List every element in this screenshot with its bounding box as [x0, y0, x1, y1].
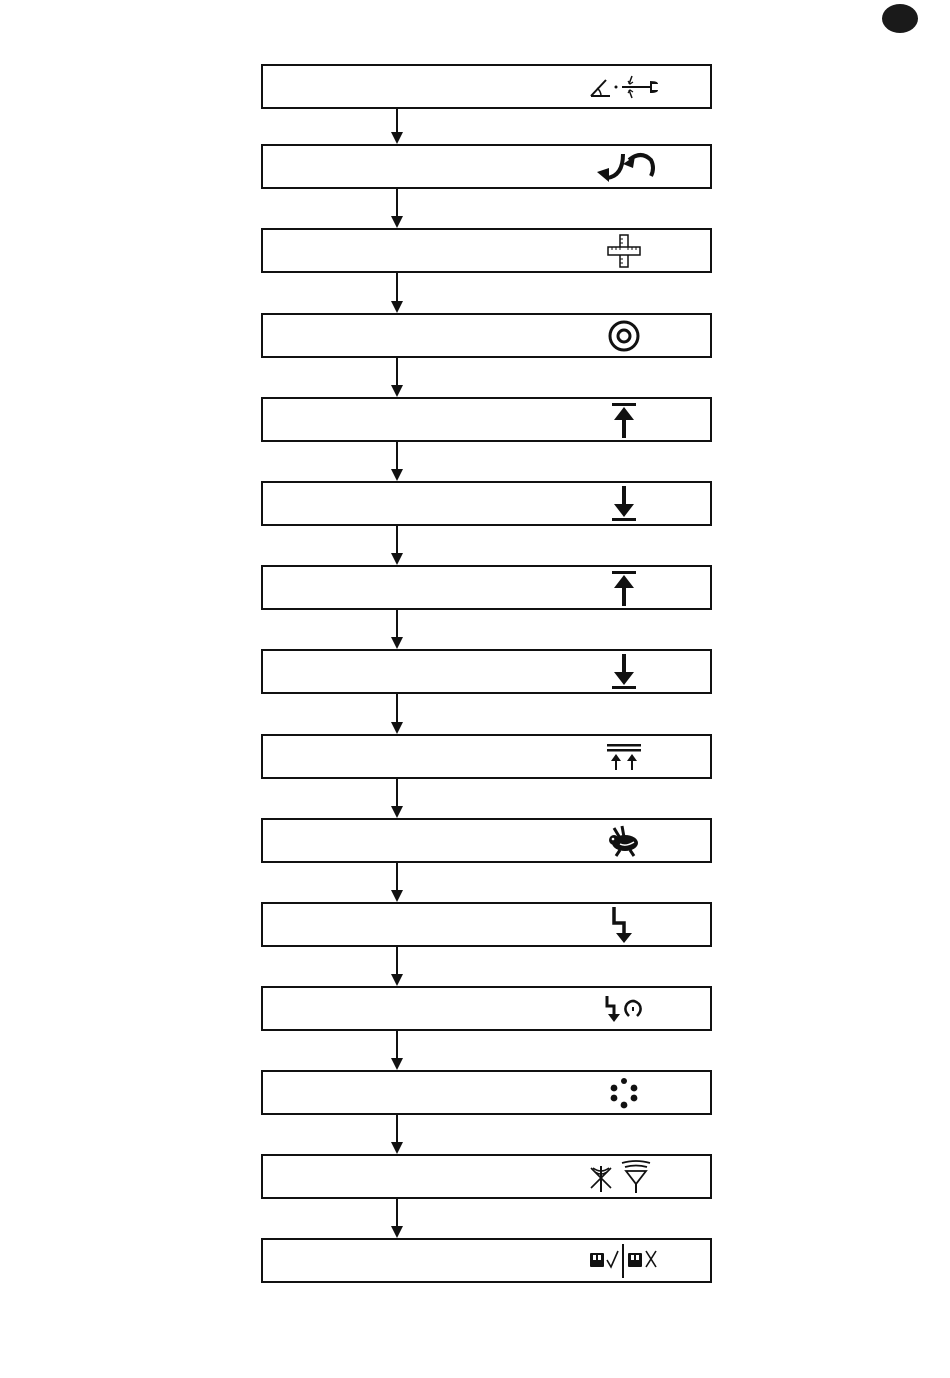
flow-step-box: [261, 1154, 712, 1199]
flow-arrow: [390, 694, 404, 734]
flow-arrow: [390, 947, 404, 986]
flow-arrow: [390, 1199, 404, 1238]
flow-step-box: [261, 481, 712, 526]
flow-arrow: [390, 779, 404, 818]
flow-arrow: [390, 526, 404, 565]
flow-step-box: [261, 397, 712, 442]
arrow-down-to-bar-icon: [609, 651, 639, 692]
flow-step-box: [261, 228, 712, 273]
flow-step-box: [261, 734, 712, 779]
ruler-cross-icon: [606, 230, 642, 271]
flow-step-box: [261, 902, 712, 947]
flow-step-box: [261, 64, 712, 109]
arrow-down-to-bar-icon: [609, 483, 639, 524]
dots-pattern-icon: [607, 1072, 641, 1113]
flow-arrow: [390, 442, 404, 481]
flow-step-box: [261, 1238, 712, 1283]
flow-step-box: [261, 313, 712, 358]
rabbit-speed-icon: [606, 820, 642, 861]
flow-step-box: [261, 818, 712, 863]
flow-arrow: [390, 1031, 404, 1070]
angle-wrench-calibration-icon: [588, 66, 660, 107]
flow-arrow: [390, 189, 404, 228]
arrow-up-to-bar-icon: [609, 567, 639, 608]
flow-step-box: [261, 1070, 712, 1115]
flow-step-box: [261, 144, 712, 189]
target-circle-icon: [606, 315, 642, 356]
rotate-arrows-icon: [589, 146, 659, 187]
step-down-arrow-circle-icon: [603, 988, 645, 1029]
step-down-arrow-icon: [609, 904, 639, 945]
antenna-off-on-icon: [588, 1156, 660, 1197]
save-check-save-cross-icon: [588, 1240, 660, 1281]
double-arrow-up-to-bar-icon: [606, 736, 642, 777]
flow-step-box: [261, 565, 712, 610]
flow-arrow: [390, 358, 404, 397]
flow-arrow: [390, 109, 404, 144]
flow-arrow: [390, 1115, 404, 1154]
flow-step-box: [261, 986, 712, 1031]
arrow-up-to-bar-icon: [609, 399, 639, 440]
flow-arrow: [390, 863, 404, 902]
flow-arrow: [390, 273, 404, 313]
flow-arrow: [390, 610, 404, 649]
page-marker-dot: [882, 4, 918, 33]
flow-step-box: [261, 649, 712, 694]
